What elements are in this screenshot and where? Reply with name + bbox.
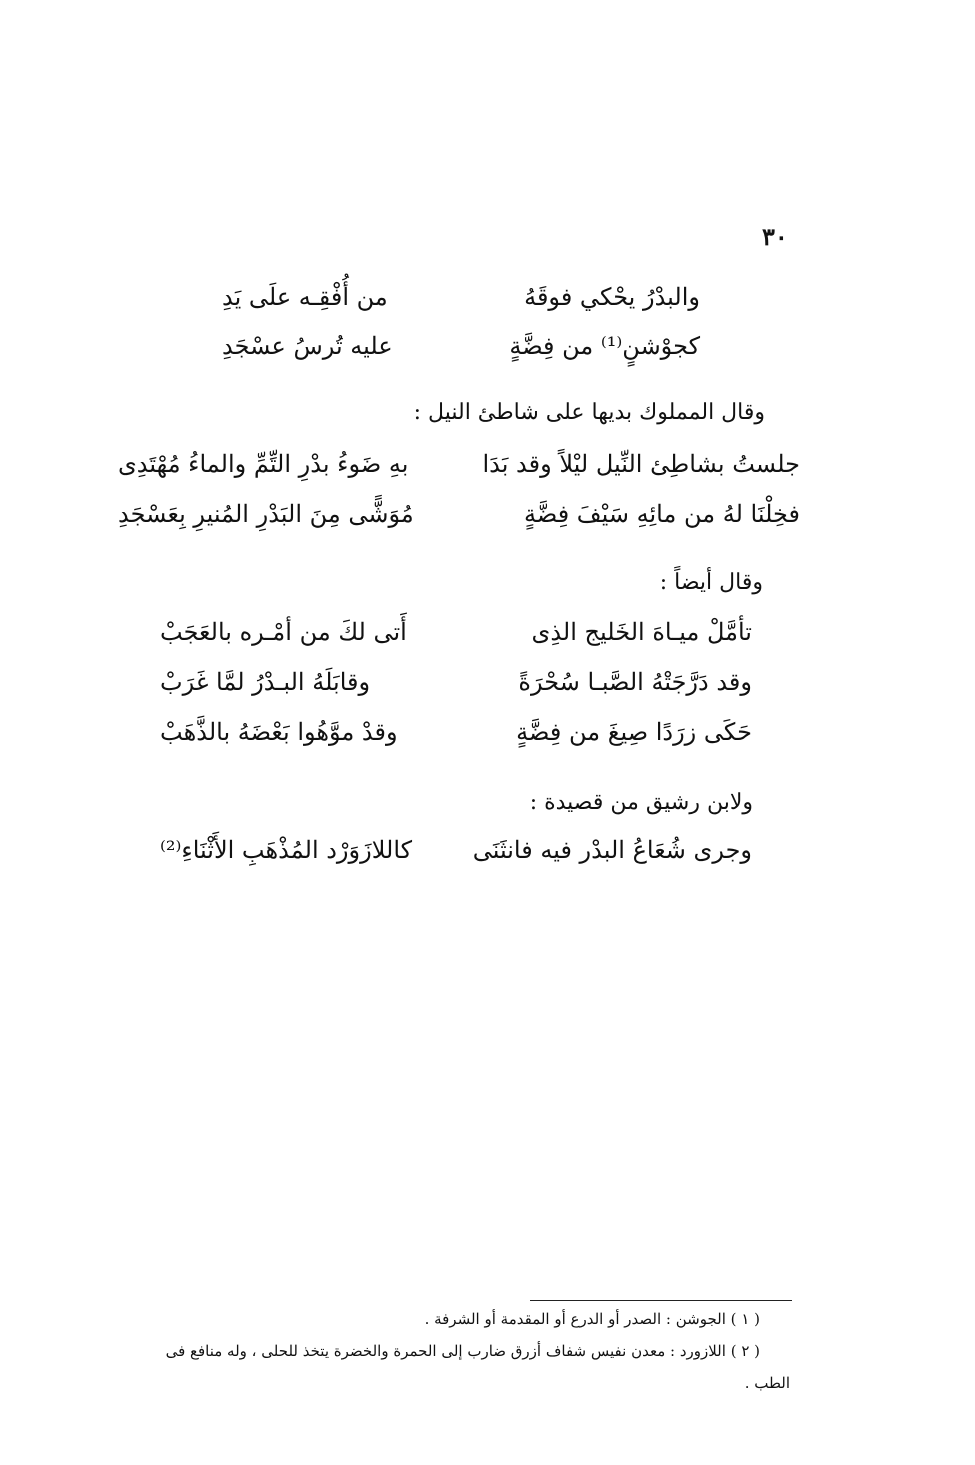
verse-line (160, 838, 752, 862)
page-number: ٣٠ (762, 222, 788, 251)
hemistich-first: وقد دَرَّجَتْهُ الصَّبـا سُحْرَةً (518, 668, 752, 696)
hemistich-first: حَكَى زرَدًا صِيغَ من فِضَّةٍ (516, 718, 752, 746)
hemistich-first: كجوْشنٍ⁽¹⁾ من فِضَّةٍ (509, 332, 700, 360)
verse-line (118, 502, 800, 526)
footnote: ( ١ ) الجوشن : الصدر أو الدرع أو المقدمة أو الشرفة . (424, 1310, 760, 1328)
verse-line (160, 670, 752, 694)
hemistich-second: عليه تُرسُ عسْجَدِ (222, 332, 393, 360)
verse-line (160, 620, 752, 644)
hemistich-first: جلستُ بشاطِئ النِّيل ليْلاً وقد بَدَا (482, 450, 800, 478)
section-intro: ولابن رشيق من قصيدة : (529, 790, 753, 815)
section-intro: وقال أيضاً : (659, 570, 763, 595)
hemistich-second: وقدْ موَّهُوا بَعْضَهُ بالذَّهَبْ (160, 718, 398, 746)
verse-line (118, 452, 800, 476)
section-intro: وقال المملوك بديها على شاطئ النيل : (413, 400, 765, 425)
footnote-continuation: الطب . (744, 1374, 790, 1392)
hemistich-second: وقابَلَهُ البـدْرُ لمَّا غَرَبْ (160, 668, 371, 696)
hemistich-second: أَتى لكَ من أمْـره بالعَجَبْ (160, 618, 407, 646)
hemistich-second: من أُفْقِـه علَى يَدِ (222, 283, 388, 311)
hemistich-first: والبدْرُ يحْكي فوقَهُ (524, 283, 700, 311)
footnote: ( ٢ ) اللازورد : معدن نفيس شفاف أزرق ضارب إلى الحمرة والخضرة يتخذ للحلى ، وله منافع فى (165, 1342, 760, 1360)
hemistich-second: بهِ ضَوءُ بدْرِ التِّمِّ والماءُ مُهْتَدِى (118, 450, 409, 478)
hemistich-first: فخِلْنَا لهُ من مائِهِ سَيْفَ فِضَّةٍ (524, 500, 800, 528)
hemistich-first: وجرى شُعَاعُ البدْر فيه فانثَنَى (472, 836, 752, 864)
footnote-separator (530, 1300, 792, 1301)
hemistich-first: تأمَّلْ ميـاهَ الخَليج الذِى (531, 618, 752, 646)
verse-line (160, 720, 752, 744)
hemistich-second: مُوَشًّى مِنَ البَدْرِ المُنيرِ بِعَسْجَدِ (118, 500, 414, 528)
verse-line (222, 334, 700, 358)
verse-line (222, 285, 700, 309)
hemistich-second: كاللازَوَرْد المُذْهَبِ الأَثْنَاءِ⁽²⁾ (160, 836, 413, 864)
